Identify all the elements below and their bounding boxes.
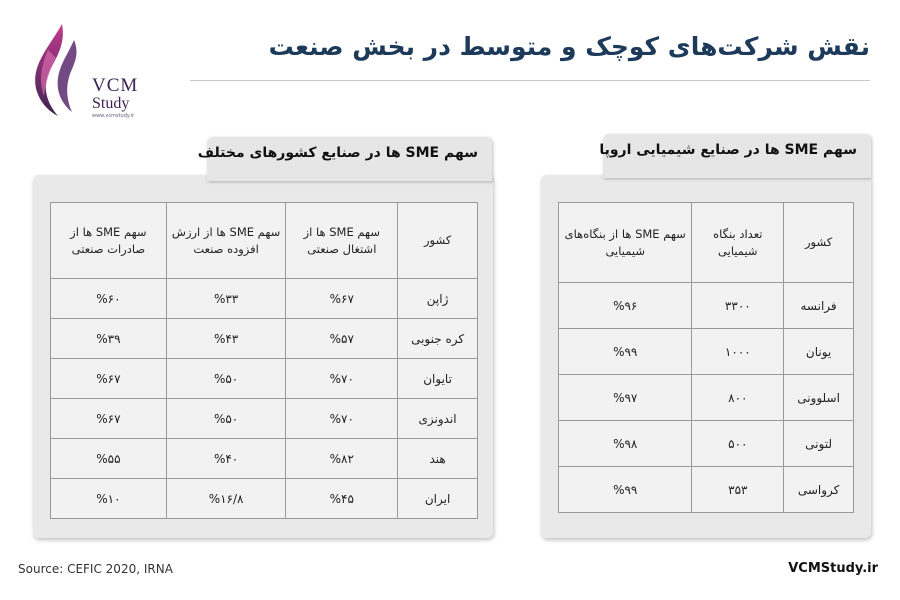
table-header: کشور — [784, 203, 854, 283]
value-cell: %۳۳ — [166, 279, 286, 319]
table-row — [51, 279, 478, 319]
country-cell: تایوان — [398, 359, 478, 399]
country-cell: ایران — [398, 479, 478, 519]
value-cell: %۴۵ — [286, 479, 398, 519]
value-cell: %۴۰ — [166, 439, 286, 479]
value-cell: %۹۷ — [559, 375, 692, 421]
country-cell: اندونزی — [398, 399, 478, 439]
country-cell: کره جنوبی — [398, 319, 478, 359]
value-cell: %۶۷ — [51, 359, 167, 399]
value-cell: ۵۰۰ — [692, 421, 784, 467]
value-cell: %۶۰ — [51, 279, 167, 319]
value-cell: %۳۹ — [51, 319, 167, 359]
site-link[interactable]: VCMStudy.ir — [788, 561, 878, 576]
page-title: نقش شرکت‌های کوچک و متوسط در بخش صنعت — [268, 32, 870, 61]
country-cell: کرواسی — [784, 467, 854, 513]
value-cell: %۵۵ — [51, 439, 167, 479]
countries-panel — [33, 175, 493, 538]
chemical-panel — [541, 175, 871, 538]
value-cell: %۶۷ — [286, 279, 398, 319]
country-cell: اسلوونی — [784, 375, 854, 421]
flame-logo-icon — [22, 20, 92, 120]
table-row — [559, 421, 854, 467]
table-header: سهم SME ها از صادرات صنعتی — [51, 203, 167, 279]
value-cell: %۸۲ — [286, 439, 398, 479]
table-row — [559, 467, 854, 513]
country-cell: فرانسه — [784, 283, 854, 329]
table-row — [51, 479, 478, 519]
value-cell: %۹۹ — [559, 467, 692, 513]
countries-heading: سهم SME ها در صنایع کشورهای مختلف — [207, 137, 492, 181]
table-header: سهم SME ها از اشتغال صنعتی — [286, 203, 398, 279]
value-cell: ۳۳۰۰ — [692, 283, 784, 329]
value-cell: %۵۷ — [286, 319, 398, 359]
table-header: کشور — [398, 203, 478, 279]
countries-table — [50, 202, 478, 519]
table-row — [51, 439, 478, 479]
logo-url: www.vcmstudy.ir — [92, 113, 135, 119]
value-cell: %۹۹ — [559, 329, 692, 375]
table-row — [559, 329, 854, 375]
country-cell: لتونی — [784, 421, 854, 467]
source-note: Source: CEFIC 2020, IRNA — [18, 562, 173, 576]
country-cell: ژاپن — [398, 279, 478, 319]
value-cell: %۱۰ — [51, 479, 167, 519]
logo — [22, 20, 152, 120]
value-cell: %۹۶ — [559, 283, 692, 329]
value-cell: %۷۰ — [286, 359, 398, 399]
table-row — [51, 319, 478, 359]
country-cell: یونان — [784, 329, 854, 375]
table-row — [51, 359, 478, 399]
table-header: سهم SME ها از بنگاه‌های شیمیایی — [559, 203, 692, 283]
value-cell: %۷۰ — [286, 399, 398, 439]
value-cell: ۸۰۰ — [692, 375, 784, 421]
value-cell: %۱۶/۸ — [166, 479, 286, 519]
chemical-heading: سهم SME ها در صنایع شیمیایی اروپا — [603, 134, 871, 178]
logo-sub: Study — [92, 95, 130, 112]
country-cell: هند — [398, 439, 478, 479]
table-row — [559, 283, 854, 329]
table-row — [559, 375, 854, 421]
value-cell: %۶۷ — [51, 399, 167, 439]
table-header: سهم SME ها از ارزش افزوده صنعت — [166, 203, 286, 279]
table-header: تعداد بنگاه شیمیایی — [692, 203, 784, 283]
logo-brand: VCM — [92, 75, 139, 96]
value-cell: %۵۰ — [166, 359, 286, 399]
value-cell: %۹۸ — [559, 421, 692, 467]
title-divider — [190, 80, 870, 81]
value-cell: %۵۰ — [166, 399, 286, 439]
value-cell: %۴۳ — [166, 319, 286, 359]
table-row — [51, 399, 478, 439]
chemical-table — [558, 202, 854, 513]
value-cell: ۱۰۰۰ — [692, 329, 784, 375]
value-cell: ۳۵۳ — [692, 467, 784, 513]
